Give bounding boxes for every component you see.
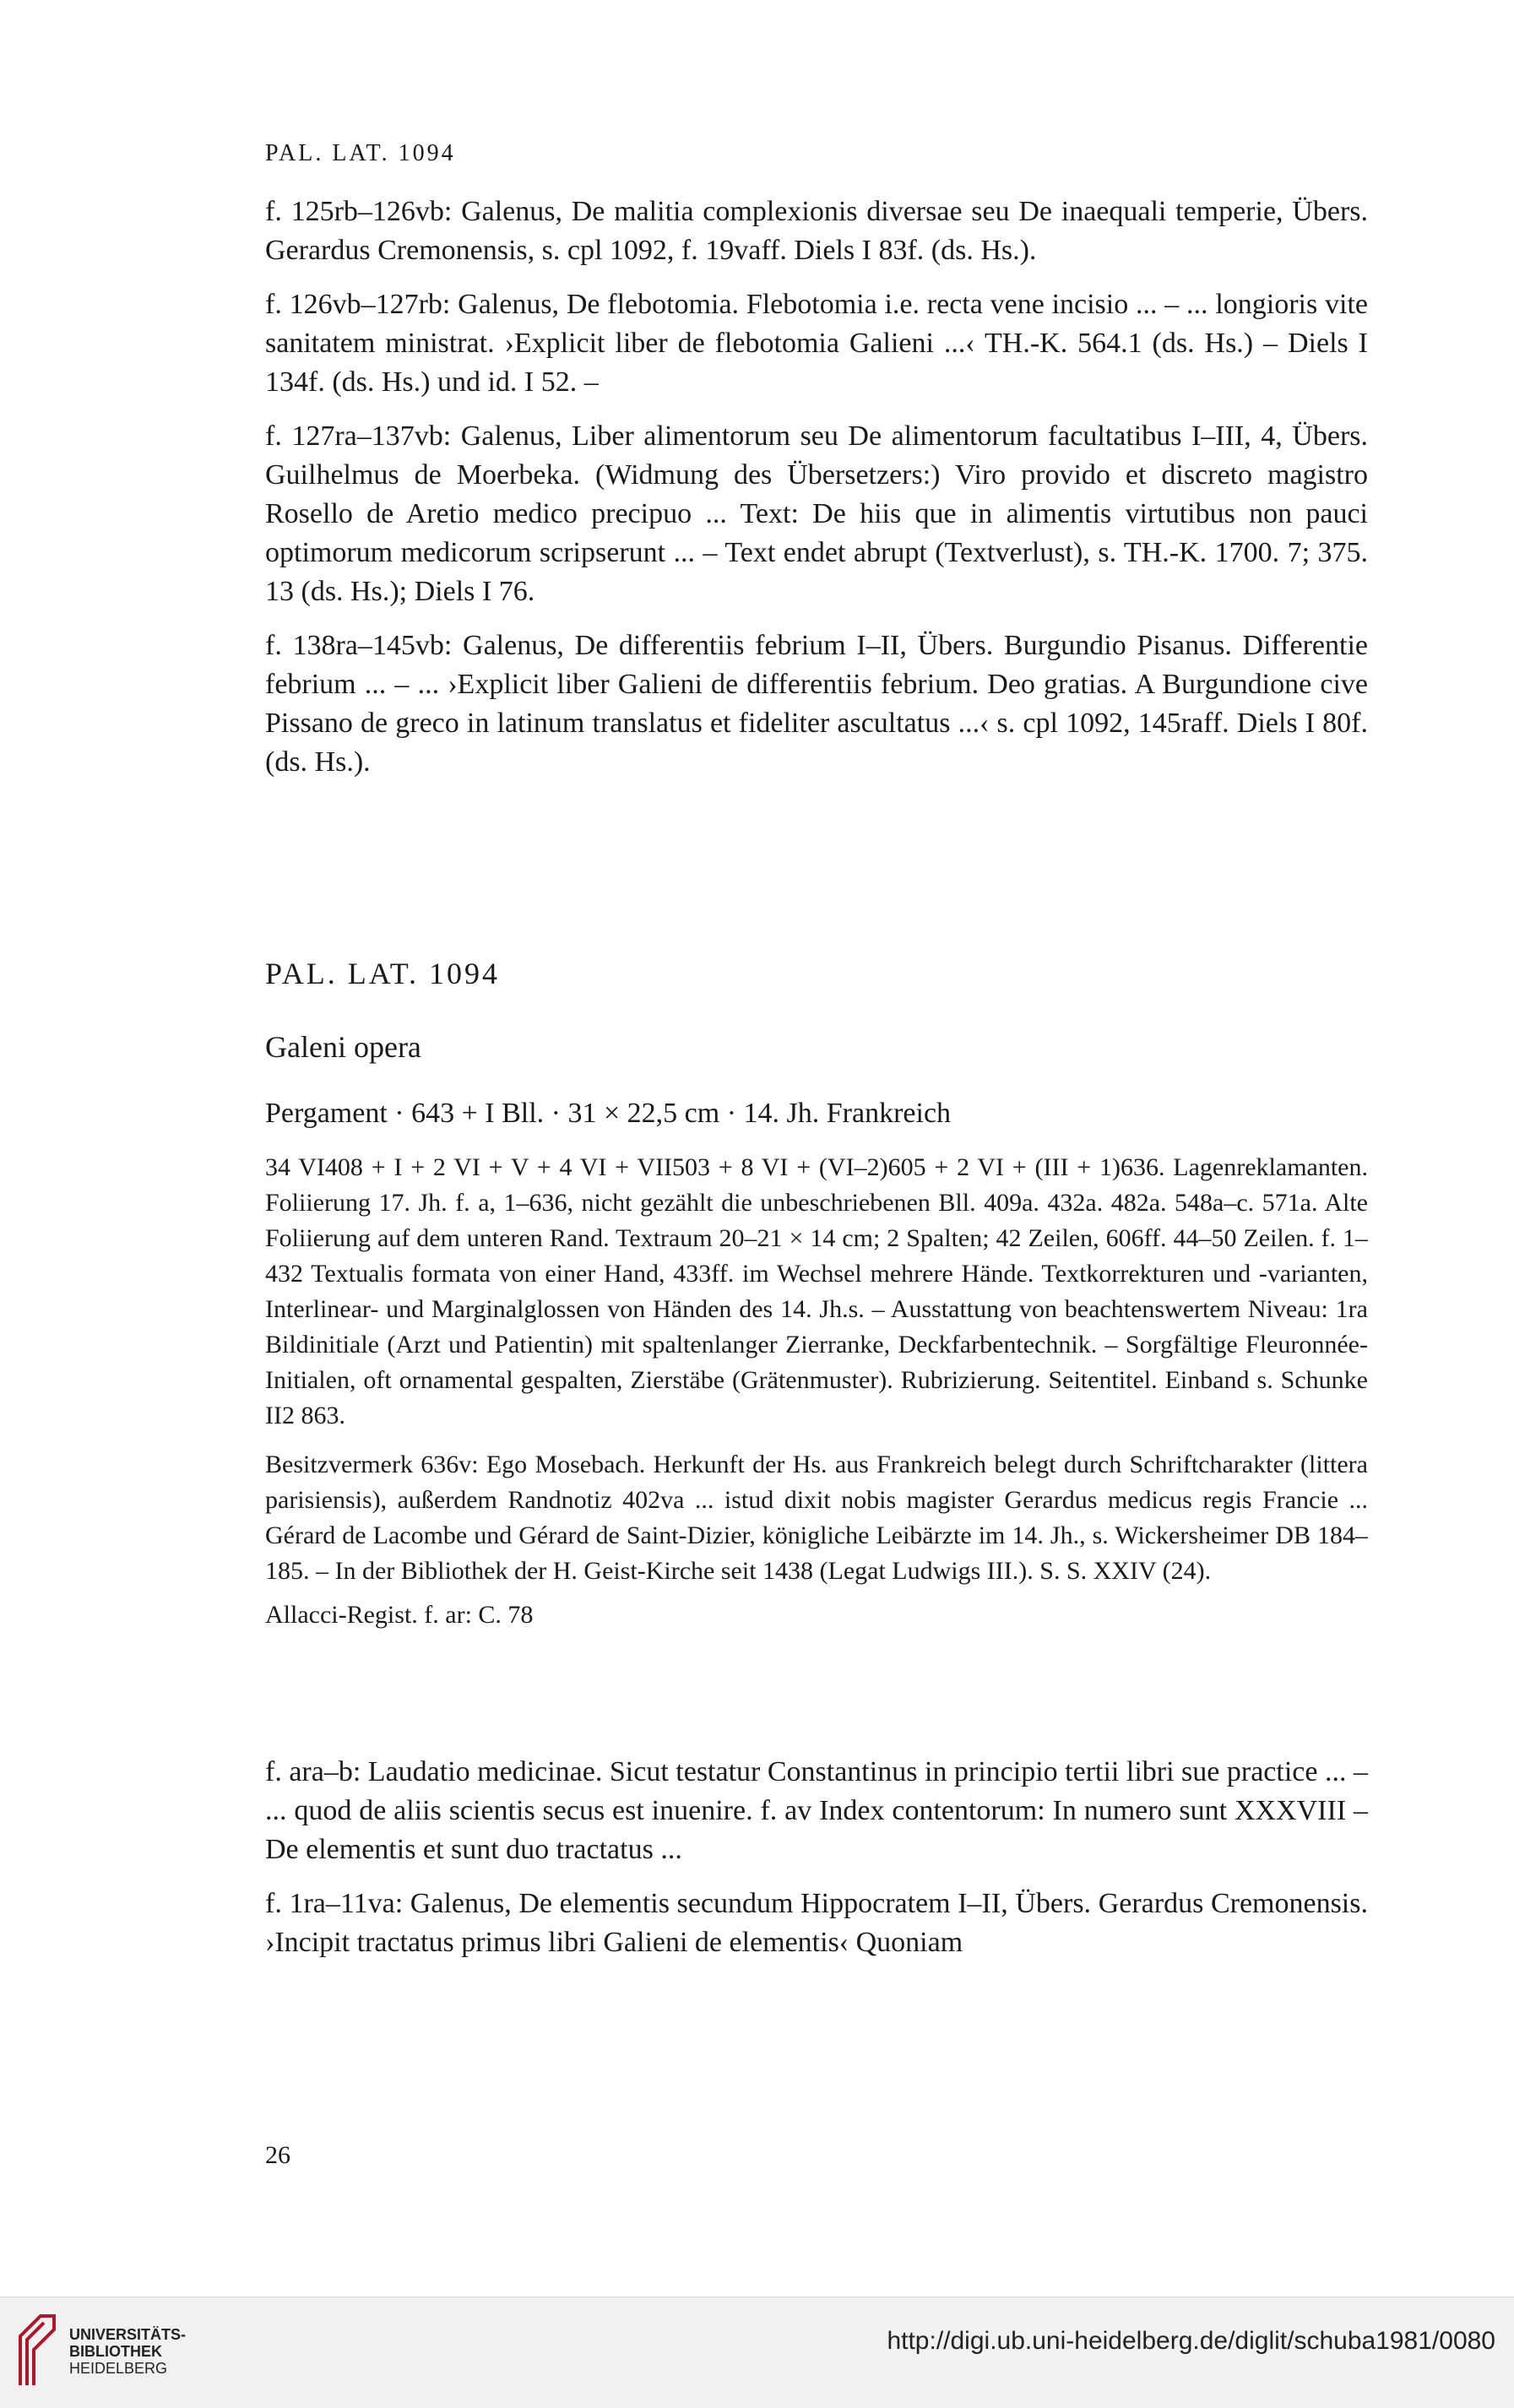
entry-item: f. 127ra–137vb: Galenus, Liber alimentorum seu De alimentorum facultatibus I–III, 4, Übers. Guilhelmus de Moerbeka. (Widmung des Übersetzers:) Viro provido et discreto magistro Rosello de Aretio medico precipuo ... Text: De hiis que in alimentis virtutibus non pauci optimorum medicorum scripserunt ... – Text endet abrupt (Textverlust), s. TH.-K. 1700. 7; 375. 13 (ds. Hs.); Diels I 76.: [265, 420, 1368, 607]
section-subtitle: Galeni opera: [265, 1030, 421, 1064]
library-name-line: UNIVERSITÄTS-: [69, 2326, 187, 2343]
permalink-url[interactable]: http://digi.ub.uni-heidelberg.de/diglit/schuba1981/0080: [887, 2327, 1495, 2355]
physical-description: Pergament · 643 + I Bll. · 31 × 22,5 cm · 14. Jh. Frankreich: [265, 1098, 952, 1129]
entry-item: f. 126vb–127rb: Galenus, De flebotomia. Flebotomia i.e. recta vene incisio ... – ... longioris vite sanitatem ministrat. ›Explicit liber de flebotomia Galieni ...‹ TH.-K. 564.1 (ds. Hs.) – Diels I 134f. (ds. Hs.) und id. I 52. –: [265, 289, 1368, 398]
library-name: [69, 2326, 255, 2377]
provenance-paragraph: Besitzvermerk 636v: Ego Mosebach. Herkunft der Hs. aus Frankreich belegt durch Schriftcharakter (littera parisiensis), außerdem Randnotiz 402va ... istud dixit nobis magister Gerardus medicus regis Francie ... Gérard de Lacombe und Gérard de Saint-Dizier, königliche Leibärzte im 14. Jh., s. Wickersheimer DB 184–185. – In der Bibliothek der H. Geist-Kirche seit 1438 (Legat Ludwigs III.). S. S. XXIV (24).: [265, 1451, 1368, 1585]
library-name-line: BIBLIOTHEK: [69, 2343, 162, 2360]
allacci-reference: Allacci-Regist. f. ar: C. 78: [265, 1601, 534, 1629]
library-logo-icon: [15, 2311, 59, 2389]
entry-item: f. 125rb–126vb: Galenus, De malitia complexionis diversae seu De inaequali temperie, Übers. Gerardus Cremonensis, s. cpl 1092, f. 19vaff. Diels I 83f. (ds. Hs.).: [265, 196, 1368, 266]
entry-item: f. ara–b: Laudatio medicinae. Sicut testatur Constantinus in principio tertii libri sue practice ... – ... quod de aliis scientis secus est inuenire. f. av Index contentorum: In numero sunt XXXVIII – De elementis et sunt duo tractatus ...: [265, 1756, 1368, 1865]
entry-item: f. 138ra–145vb: Galenus, De differentiis febrium I–II, Übers. Burgundio Pisanus. Differentie febrium ... – ... ›Explicit liber Galieni de differentiis febrium. Deo gratias. A Burgundione cive Pissano de greco in latinum translatus et fideliter ascultatus ...‹ s. cpl 1092, 145raff. Diels I 80f. (ds. Hs.).: [265, 630, 1368, 778]
entries-bottom: [265, 1753, 1368, 1962]
page-number: 26: [265, 2141, 290, 2169]
library-name-line: HEIDELBERG: [69, 2360, 168, 2377]
running-head: PAL. LAT. 1094: [265, 140, 456, 166]
manuscript-description: [265, 1094, 1368, 1633]
entries-top: [265, 193, 1368, 782]
codicology-paragraph: 34 VI408 + I + 2 VI + V + 4 VI + VII503 + 8 VI + (VI–2)605 + 2 VI + (III + 1)636. Lagenreklamanten. Foliierung 17. Jh. f. a, 1–636, nicht gezählt die unbeschriebenen Bll. 409a. 432a. 482a. 548a–c. 571a. Alte Foliierung auf dem unteren Rand. Textraum 20–21 × 14 cm; 2 Spalten; 42 Zeilen, 606ff. 44–50 Zeilen. f. 1–432 Textualis formata von einer Hand, 433ff. im Wechsel mehrere Hände. Textkorrekturen und -varianten, Interlinear- und Marginalglossen von Händen des 14. Jh.s. – Ausstattung von beachtenswertem Niveau: 1ra Bildinitiale (Arzt und Patientin) mit spaltenlanger Zierranke, Deckfarbentechnik. – Sorgfältige Fleuronnée-Initialen, oft ornamental gespalten, Zierstäbe (Grätenmuster). Rubrizierung. Seitentitel. Einband s. Schunke II2 863.: [265, 1153, 1368, 1429]
section-title: PAL. LAT. 1094: [265, 957, 501, 990]
entry-item: f. 1ra–11va: Galenus, De elementis secundum Hippocratem I–II, Übers. Gerardus Cremonensis. ›Incipit tractatus primus libri Galieni de elementis‹ Quoniam: [265, 1888, 1368, 1958]
